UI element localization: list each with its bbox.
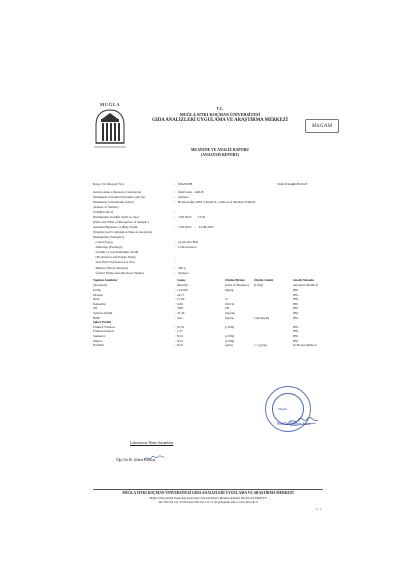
analysis-unit: g/100g — [225, 338, 235, 343]
mugam-logo-text: MüGAM — [311, 123, 333, 129]
footer-address: Muğla Üniversitesi Teknoloji Araştırma Laboratuvarları Merkezi Kötekli MUĞLA/TÜRKİYE — [149, 496, 267, 500]
analysis-name: Diastaz — [93, 292, 103, 297]
report-date-value: 22.08.2025 — [292, 182, 308, 186]
header-cell: Yapılan Analizler — [93, 278, 118, 282]
analysis-unit: meq/kg — [225, 311, 235, 315]
analysis-unit: mg/kg — [225, 315, 234, 320]
header-cell: (LOQ) — [254, 282, 263, 287]
header-cell: Sonuç — [177, 278, 186, 282]
header-center: GIDA ANALİZLERİ UYGULAMA VE ARAŞTIRMA MERKEZİ — [152, 118, 288, 123]
analysis-name: Prolin — [93, 288, 102, 292]
director-name: Prof.Dr. Mehmet Aslan — [277, 422, 311, 426]
analysis-result: N.D. — [177, 338, 184, 343]
colon: : — [174, 324, 175, 329]
analysis-unit: µg/kg — [225, 343, 233, 348]
info-value: Bozkurtoğlu OBS 2.kısım 8. cadde no:2 Merkez/TOKAT — [178, 200, 256, 204]
analysis-result: 47,39 — [177, 311, 185, 315]
colon: : — [174, 301, 175, 306]
header-cell: (Unit of Measure) — [225, 282, 249, 287]
analysis-method: IHC — [293, 292, 299, 297]
info-value: 400 g — [178, 266, 186, 270]
university-logo — [92, 102, 128, 154]
analysis-name: pH — [93, 306, 98, 311]
analysis-name: Naftalin — [93, 343, 104, 348]
table-header-row — [93, 283, 323, 288]
colon: : — [174, 306, 175, 311]
analysis-result: 4,91 — [177, 315, 183, 320]
header-cell: (Analysis Method) — [293, 282, 318, 287]
footer-divider — [93, 489, 323, 490]
header-tc: T.C. — [216, 106, 224, 111]
analysis-result: 17,00 — [177, 297, 185, 302]
footer-contact: Tel:+90 252 211 50 00 Faks:+90 252 211 15 42 gida@mu.edu.tr www.mu.edu.tr — [158, 500, 258, 504]
colon: : — [174, 271, 175, 275]
colon: : — [174, 343, 175, 348]
info-label: Numunenin Geldiği Tarih ve Saat — [93, 215, 139, 219]
colon: : — [174, 240, 175, 244]
info-label: Miktarı (Net) (Amount) — [93, 266, 128, 270]
info-value: Çiçek Ora Balı — [178, 240, 199, 244]
analysis-unit: % — [225, 297, 228, 302]
analysis-name: İletkenlik — [93, 301, 106, 306]
analysis-name: Serbest Asitlik — [93, 311, 113, 315]
analysis-unit: g/100g — [225, 334, 235, 338]
colon: : — [174, 334, 175, 338]
header-cell: (Result) — [177, 282, 188, 287]
footer-institution: MUĞLA SITKI KOÇMAN ÜNİVERSİTESİ GIDA ANALİZLERİ UYGULAMA VE ARAŞTIRMA MERKEZİ — [122, 491, 294, 495]
info-label: (Starting and Completion Date of Analysis) — [93, 230, 153, 234]
info-label: (Production and Expire Date) — [93, 255, 136, 259]
colon: : — [174, 182, 175, 186]
info-label: Ambalajı (Package) — [93, 245, 123, 249]
analysis-method: IHC — [293, 306, 299, 311]
colon: : — [174, 297, 175, 302]
info-label: Ürün(Product) — [93, 210, 113, 214]
info-label: (Adress of Sender) — [93, 205, 119, 209]
colon: : — [174, 255, 175, 259]
analysis-unit: g/100g — [225, 324, 235, 329]
analysis-result: 67,01 — [177, 324, 185, 329]
mugam-logo — [305, 119, 339, 133]
analysis-result: 3,88 — [177, 306, 183, 311]
report-title — [150, 148, 290, 158]
analysis-name: HMF — [93, 315, 101, 320]
info-label: Üretici Firma Adı (Producer Name) — [93, 271, 144, 275]
info-value: 7.08.2025 - 22.08.2025 — [178, 225, 214, 229]
info-value: Cam kavanoz — [178, 245, 197, 249]
report-title-en: (ANALYSIS REPORT) — [200, 153, 240, 157]
analysis-name: Nem — [93, 297, 100, 302]
analysis-method: IHC — [293, 329, 299, 334]
lab-supervisor-name: Öğr.Gör.Dr. Şöhret Karataş — [116, 458, 156, 462]
info-value: Özel İstek - ARGE — [178, 190, 204, 194]
info-label: Üretim ve Son Kullanma Tarihi — [93, 250, 139, 254]
analysis-result: N.D. — [177, 334, 184, 338]
analysis-name: Sakkaroz — [93, 334, 106, 338]
analysis-method: IHC — [293, 297, 299, 302]
info-label: Seri-Parti No(Serial-Lot No) — [93, 260, 135, 264]
report-no-value: MS2029H — [178, 182, 193, 186]
colon: : — [174, 288, 175, 292]
analysis-method: IHC — [293, 288, 299, 292]
colon: : — [174, 329, 175, 334]
analysis-result: N.D. — [177, 343, 184, 348]
report-header — [140, 106, 300, 123]
info-label: Numuneyi Gönderen (Sample sent by) — [93, 195, 146, 199]
colon: : — [174, 195, 175, 199]
analysis-unit: mg/kg — [225, 288, 234, 292]
colon: : — [174, 200, 175, 204]
analysis-loq: < 1 µg/kg — [254, 343, 267, 348]
header-cell: Analiz Metodu — [293, 278, 314, 282]
header-cell: (Analyses) — [93, 282, 108, 287]
colon: : — [174, 245, 175, 249]
info-label: Numuneyi Gönderenin Adresi — [93, 200, 134, 204]
colon: : — [174, 215, 175, 219]
colon: : — [174, 315, 175, 320]
header-cell: Ölçüm Birimi — [225, 278, 245, 282]
analysis-name: Maltoz — [93, 338, 103, 343]
analysis-name: Fruktoz/Glukoz — [93, 329, 114, 334]
colon: : — [174, 266, 175, 270]
info-label: Numunenin (Sample's) — [93, 235, 125, 239]
colon: : — [174, 260, 175, 264]
analysis-method: IHC — [293, 334, 299, 338]
analysis-result: 24,77 — [177, 292, 185, 297]
colon: : — [174, 292, 175, 297]
colon: : — [174, 311, 175, 315]
analysis-unit: pH — [225, 306, 230, 311]
header-university: MUĞLA SITKI KOÇMAN ÜNİVERSİTESİ — [179, 112, 261, 117]
lab-supervisor-title: Laboratuvar Birim Sorumlusu — [130, 441, 174, 445]
info-label: Analiz Amacı (Reason of Analysis) — [93, 190, 142, 194]
university-emblem-icon — [92, 107, 128, 153]
analysis-name: Fruktoz+Glukoz — [93, 324, 115, 329]
lab-signature-icon — [143, 454, 165, 462]
info-label: (Date and Time of Reception of Sample ) — [93, 220, 150, 224]
analysis-unit: mS/cm — [225, 301, 235, 306]
analysis-method: IHC — [293, 311, 299, 315]
colon: : — [174, 190, 175, 194]
colon: : — [174, 338, 175, 343]
analysis-method: IHC — [293, 338, 299, 343]
analysis-method: IHC — [293, 315, 299, 320]
info-value: 7.08.2025 13:45 — [178, 215, 206, 219]
report-title-tr: MUAYENE VE ANALİZ RAPORU — [190, 148, 250, 152]
analysis-method: In-House Method — [293, 343, 317, 348]
analysis-method: IHC — [293, 324, 299, 329]
analysis-result: 0,69 — [177, 301, 183, 306]
report-no-label: Rapor No (Report No) — [93, 182, 124, 186]
colon: : — [174, 210, 175, 214]
university-logo-text: MUĞLA — [99, 102, 121, 107]
analysis-loq: 1,00 mg/kg — [254, 315, 270, 320]
stamp-text: Muğla — [278, 407, 288, 411]
page-number: 1 / 1 — [316, 507, 322, 511]
info-label: Analizin Başlama ve Bitiş Tarihi — [93, 225, 138, 229]
analysis-result: 1,27 — [177, 329, 183, 334]
info-value: Şirinera — [178, 271, 189, 275]
info-label: Cinsi (Type) — [93, 240, 113, 244]
report-date-label: Tarih (Date) : — [277, 182, 296, 186]
analysis-method: IHC — [293, 301, 299, 306]
colon: : — [174, 225, 175, 229]
table-row — [93, 343, 323, 348]
info-value: Şirinera — [178, 195, 189, 199]
header-cell: Ölçüm Limiti — [254, 278, 274, 282]
analysis-result: 1343,86 — [177, 288, 188, 292]
subheader-label: Şeker Profili — [93, 320, 111, 325]
